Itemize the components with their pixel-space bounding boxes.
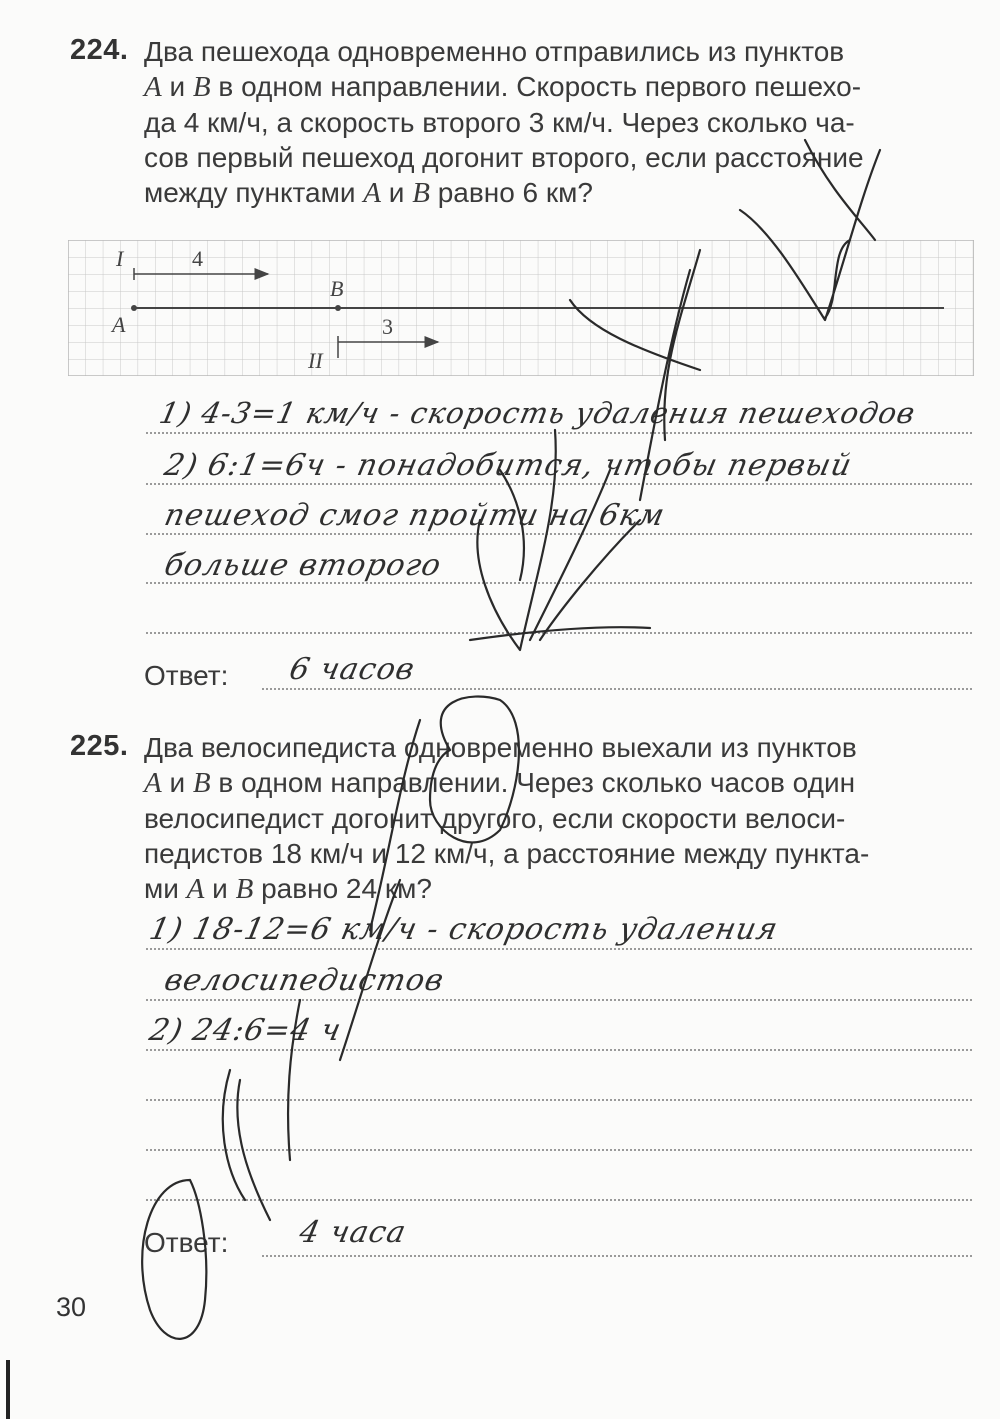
- solution-225-line-2: велосипедистов: [161, 963, 448, 998]
- task-225-line-2: A и B в одном направлении. Через сколько часов один: [144, 767, 856, 799]
- label-A: A: [112, 312, 126, 337]
- task-225-line-5: ми A и B равно 24 км?: [144, 873, 432, 905]
- label-I: I: [116, 246, 124, 271]
- dotted-line: [146, 1099, 972, 1101]
- dotted-line: [262, 688, 972, 690]
- solution-225-line-3: 2) 24:6=4 ч: [146, 1013, 345, 1048]
- answer-225-label: Ответ:: [144, 1227, 229, 1258]
- solution-225-line-1: 1) 18-12=6 км/ч - скорость удаления: [146, 912, 782, 947]
- answer-225-value: 4 часа: [296, 1215, 410, 1250]
- grid-diagram-svg: [68, 240, 974, 376]
- dotted-line: [146, 483, 972, 485]
- task-225-line-3: велосипедист догонит другого, если скорости велоси-: [144, 803, 846, 834]
- task-224-line-3: да 4 км/ч, а скорость второго 3 км/ч. Через сколько ча-: [144, 107, 855, 138]
- task-224-text: [144, 34, 976, 211]
- task-225-text: [144, 730, 976, 907]
- task-224-number: 224.: [70, 34, 129, 66]
- scan-edge-mark: [6, 1360, 10, 1419]
- task-224-line-5: между пунктами A и B равно 6 км?: [144, 177, 593, 209]
- answer-224-value: 6 часов: [286, 652, 419, 687]
- solution-224-line-1: 1) 4-3=1 км/ч - скорость удаления пешеходов: [156, 396, 919, 430]
- solution-224-line-4: больше второго: [161, 548, 445, 583]
- label-B: B: [330, 276, 344, 301]
- solution-224-line-3: пешеход смог пройти на 6км: [161, 498, 669, 533]
- answer-224-label: Ответ:: [144, 660, 229, 691]
- dotted-line: [146, 432, 972, 434]
- dotted-line: [146, 948, 972, 950]
- solution-224-line-2: 2) 6:1=6ч - понадобится, чтобы первый: [161, 448, 856, 483]
- dotted-line: [146, 999, 972, 1001]
- dotted-line: [146, 533, 972, 535]
- motion-diagram: [68, 240, 974, 376]
- task-225-line-4: педистов 18 км/ч и 12 км/ч, а расстояние между пункта-: [144, 838, 870, 869]
- scribble-stroke: [223, 1070, 270, 1220]
- task-225-number: 225.: [70, 730, 129, 762]
- dotted-line: [146, 1149, 972, 1151]
- task-225-line-1: Два велосипедиста одновременно выехали из пунктов: [144, 732, 857, 763]
- task-224-line-4: сов первый пешеход догонит второго, если расстояние: [144, 142, 864, 173]
- scribble-stroke: [142, 1180, 206, 1339]
- dotted-line: [146, 1049, 972, 1051]
- task-224-line-1: Два пешехода одновременно отправились из пунктов: [144, 36, 845, 67]
- dotted-line: [146, 1199, 972, 1201]
- task-224-line-2: A и B в одном направлении. Скорость первого пешехо-: [144, 71, 862, 103]
- label-speed-2: 3: [382, 314, 393, 339]
- dotted-line: [262, 1255, 972, 1257]
- page-number: 30: [56, 1292, 87, 1322]
- point-b: [335, 305, 341, 311]
- label-II: II: [308, 348, 323, 373]
- label-speed-1: 4: [192, 246, 203, 271]
- dotted-line: [146, 632, 972, 634]
- point-a: [131, 305, 137, 311]
